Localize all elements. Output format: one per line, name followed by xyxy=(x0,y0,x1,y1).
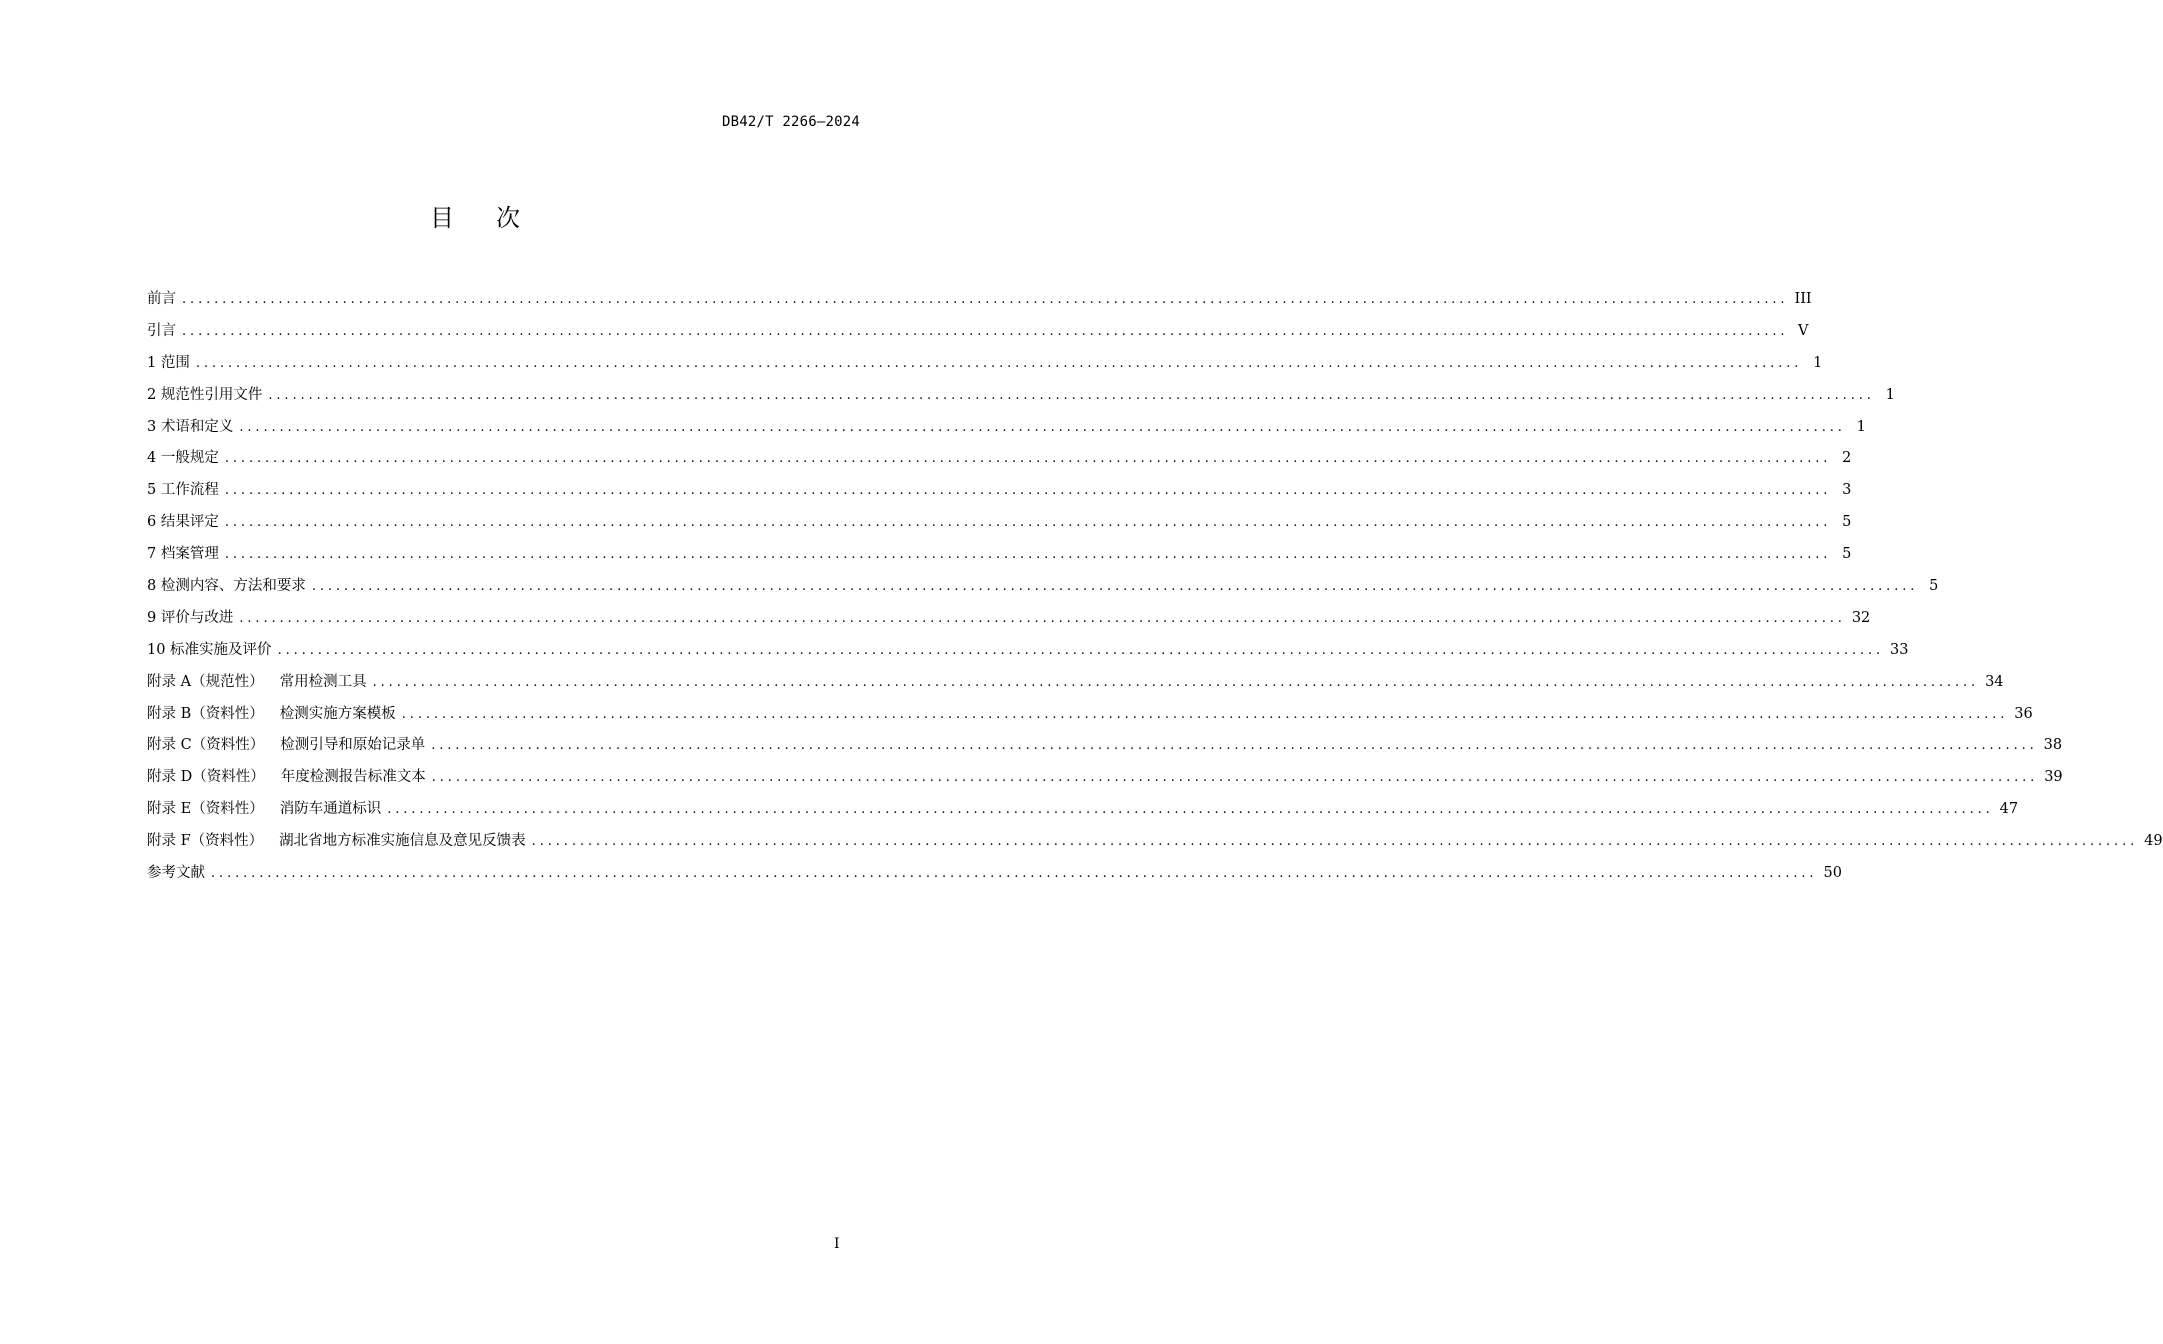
toc-entry-label xyxy=(147,794,381,826)
toc-entry-subtitle: 年度检测报告标准文本 xyxy=(280,769,426,786)
toc-entry[interactable] xyxy=(147,412,1866,444)
page-number: I xyxy=(834,1236,840,1252)
toc-entry-title: 附录 C（资料性） xyxy=(147,737,265,754)
toc-entry-label xyxy=(147,667,367,699)
toc-page-number: 36 xyxy=(2014,705,2033,722)
toc-entry-label xyxy=(147,539,219,571)
toc-entry-label xyxy=(147,858,205,890)
toc-page-number: 2 xyxy=(1842,450,1852,467)
toc-entry-subtitle: 检测引导和原始记录单 xyxy=(280,737,426,754)
toc-entry-title: 7 档案管理 xyxy=(147,546,219,563)
toc-entry-title: 4 一般规定 xyxy=(147,450,219,467)
toc-page-number: 39 xyxy=(2044,769,2063,786)
toc-entry[interactable] xyxy=(147,507,1852,539)
toc-page-number: III xyxy=(1794,291,1812,307)
toc-page-number: 34 xyxy=(1985,673,2004,690)
toc-entry-label xyxy=(147,762,426,794)
toc-leader-dots: ........................................................................................................................................................................................................ xyxy=(239,419,1846,435)
toc-entry[interactable] xyxy=(147,667,2004,699)
toc-page-number: 1 xyxy=(1885,386,1895,403)
toc-entry-title: 前言 xyxy=(147,291,176,307)
toc-entry-label xyxy=(147,699,396,731)
toc-entry-label xyxy=(147,284,176,316)
toc-leader-dots: ........................................................................................................................................................................................................ xyxy=(311,579,1919,595)
toc-entry-title: 9 评价与改进 xyxy=(147,609,234,626)
toc-page-number: 32 xyxy=(1851,609,1871,626)
toc-leader-dots: ........................................................................................................................................................................................................ xyxy=(387,802,1994,818)
toc-entry[interactable] xyxy=(147,571,1939,603)
toc-leader-dots: ........................................................................................................................................................................................................ xyxy=(268,387,1875,403)
toc-leader-dots: ........................................................................................................................................................................................................ xyxy=(195,355,1803,371)
toc-entry-title: 5 工作流程 xyxy=(147,482,219,499)
toc-leader-dots: ........................................................................................................................................................................................................ xyxy=(224,547,1832,563)
toc-entry-label xyxy=(147,412,233,444)
toc-leader-dots: ........................................................................................................................................................................................................ xyxy=(182,292,1789,307)
toc-entry-title: 2 规范性引用文件 xyxy=(147,386,263,403)
toc-entry-title: 3 术语和定义 xyxy=(147,418,234,435)
toc-entry-label xyxy=(147,507,219,539)
toc-entry-title: 引言 xyxy=(147,322,176,339)
toc-page-number: 5 xyxy=(1842,546,1852,563)
toc-entry-label xyxy=(147,475,219,507)
toc-entry-subtitle: 检测实施方案模板 xyxy=(279,705,396,722)
toc-entry[interactable] xyxy=(147,826,2163,858)
toc-page-number: V xyxy=(1797,322,1809,339)
toc-entry-title: 附录 A（规范性） xyxy=(147,673,264,690)
toc-leader-dots: ........................................................................................................................................................................................................ xyxy=(401,706,2009,722)
toc-entry[interactable] xyxy=(147,699,2033,731)
toc-entry-title: 附录 F（资料性） xyxy=(147,833,264,850)
toc-page-number: 5 xyxy=(1842,514,1852,531)
toc-leader-dots: ........................................................................................................................................................................................................ xyxy=(531,834,2139,850)
toc-entry-label xyxy=(147,380,262,412)
toc-entry-label xyxy=(147,316,176,348)
toc-entry-subtitle: 湖北省地方标准实施信息及意见反馈表 xyxy=(279,833,526,850)
toc-page-number: 47 xyxy=(1999,801,2019,818)
toc-entry-label xyxy=(147,730,425,762)
toc-leader-dots: ........................................................................................................................................................................................................ xyxy=(431,770,2039,786)
toc-entry[interactable] xyxy=(147,348,1823,380)
toc-entry[interactable] xyxy=(147,284,1812,316)
toc-leader-dots: ........................................................................................................................................................................................................ xyxy=(277,642,1885,658)
toc-entry[interactable] xyxy=(147,380,1895,412)
toc-entry-title: 参考文献 xyxy=(147,865,205,882)
toc-page-number: 1 xyxy=(1813,354,1823,371)
toc-page-number: 3 xyxy=(1842,482,1852,499)
toc-entry[interactable] xyxy=(147,603,1871,635)
toc-entry-label xyxy=(147,443,219,475)
toc-entry-title: 8 检测内容、方法和要求 xyxy=(147,578,306,595)
toc-page-number: 49 xyxy=(2144,833,2163,850)
toc-entry[interactable] xyxy=(147,794,2019,826)
table-of-contents xyxy=(147,284,2163,890)
toc-page-number: 1 xyxy=(1856,418,1866,435)
toc-entry-subtitle: 常用检测工具 xyxy=(279,673,367,690)
toc-leader-dots: ........................................................................................................................................................................................................ xyxy=(182,323,1789,339)
standard-code: DB42/T 2266—2024 xyxy=(721,114,860,130)
toc-leader-dots: ........................................................................................................................................................................................................ xyxy=(224,451,1832,467)
toc-entry[interactable] xyxy=(147,475,1852,507)
toc-entry-title: 附录 B（资料性） xyxy=(147,705,264,722)
toc-entry[interactable] xyxy=(147,730,2063,762)
toc-entry-label xyxy=(147,635,272,667)
toc-entry-title: 1 范围 xyxy=(147,354,190,371)
toc-entry[interactable] xyxy=(147,858,1842,890)
toc-entry-title: 6 结果评定 xyxy=(147,514,219,531)
toc-page-number: 5 xyxy=(1929,578,1939,595)
toc-leader-dots: ........................................................................................................................................................................................................ xyxy=(211,866,1818,882)
page-title: 目次 xyxy=(430,204,562,232)
toc-entry-title: 附录 D（资料性） xyxy=(147,769,265,786)
toc-entry-title: 10 标准实施及评价 xyxy=(147,641,272,658)
toc-entry-title: 附录 E（资料性） xyxy=(147,801,264,818)
toc-entry[interactable] xyxy=(147,635,1909,667)
toc-entry-label xyxy=(147,571,306,603)
toc-leader-dots: ........................................................................................................................................................................................................ xyxy=(224,483,1832,499)
toc-entry[interactable] xyxy=(147,539,1852,571)
toc-entry-subtitle: 消防车通道标识 xyxy=(279,801,382,818)
toc-entry-label xyxy=(147,826,526,858)
toc-leader-dots: ........................................................................................................................................................................................................ xyxy=(224,515,1832,531)
toc-page-number: 50 xyxy=(1823,865,1842,882)
toc-entry[interactable] xyxy=(147,762,2063,794)
toc-entry-label xyxy=(147,348,190,380)
toc-leader-dots: ........................................................................................................................................................................................................ xyxy=(372,674,1980,690)
toc-entry[interactable] xyxy=(147,316,1809,348)
toc-entry-label xyxy=(147,603,233,635)
toc-leader-dots: ........................................................................................................................................................................................................ xyxy=(431,738,2038,754)
toc-leader-dots: ........................................................................................................................................................................................................ xyxy=(239,610,1846,626)
toc-page-number: 33 xyxy=(1890,641,1909,658)
toc-page-number: 38 xyxy=(2043,737,2063,754)
toc-entry[interactable] xyxy=(147,443,1852,475)
